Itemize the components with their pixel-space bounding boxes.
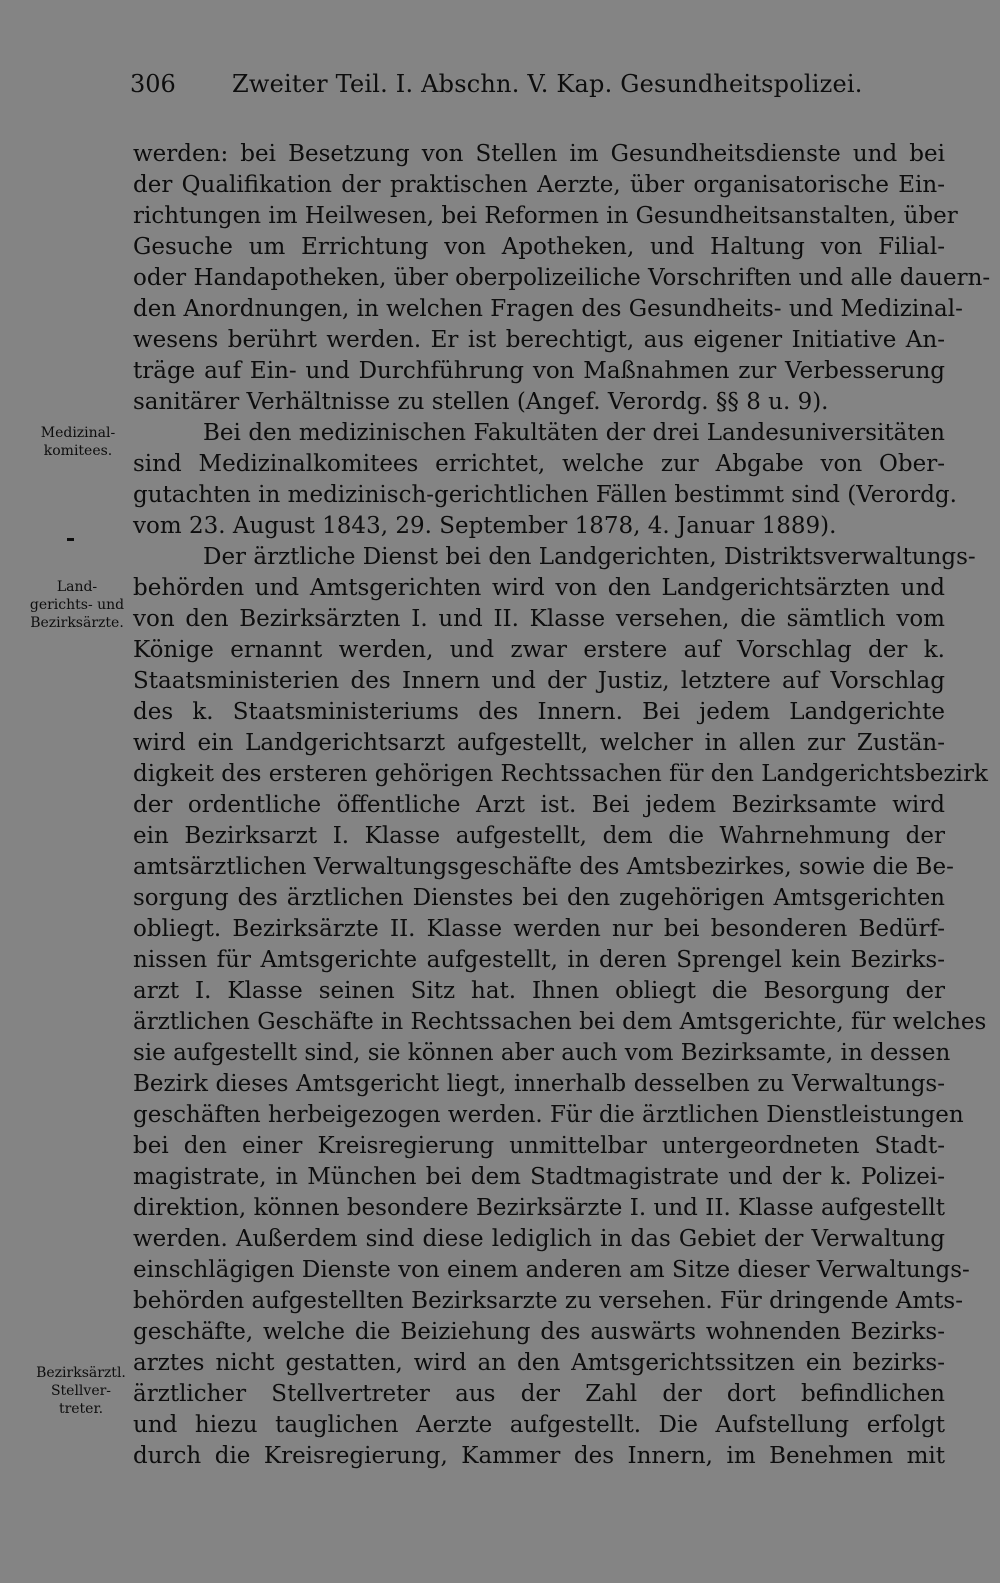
text-line: Könige ernannt werden, und zwar erstere auf Vorschlag der k. bbox=[133, 637, 945, 663]
text-line: Staatsministerien des Innern und der Justiz, letztere auf Vorschlag bbox=[133, 668, 945, 694]
margin-note-stellvertreter bbox=[26, 1364, 136, 1418]
text-line: behörden aufgestellten Bezirksarzte zu versehen. Für dringende Amts- bbox=[133, 1288, 963, 1314]
text-line: von den Bezirksärzten I. und II. Klasse versehen, die sämtlich vom bbox=[133, 606, 945, 632]
text-line: Bei den medizinischen Fakultäten der drei Landesuniversitäten bbox=[203, 420, 945, 446]
margin-note-line: gerichts- und bbox=[29, 597, 125, 613]
text-line: werden: bei Besetzung von Stellen im Gesundheitsdienste und bei bbox=[133, 141, 945, 167]
text-line: ärztlicher Stellvertreter aus der Zahl der dort befindlichen bbox=[133, 1381, 945, 1407]
text-line: träge auf Ein- und Durchführung von Maßnahmen zur Verbesserung bbox=[133, 358, 945, 384]
text-line: bei den einer Kreisregierung unmittelbar untergeordneten Stadt- bbox=[133, 1133, 945, 1159]
text-line: durch die Kreisregierung, Kammer des Innern, im Benehmen mit bbox=[133, 1443, 945, 1469]
text-line: digkeit des ersteren gehörigen Rechtssachen für den Landgerichtsbezirk bbox=[133, 761, 988, 787]
text-line: direktion, können besondere Bezirksärzte I. und II. Klasse aufgestellt bbox=[133, 1195, 945, 1221]
text-line: Gesuche um Errichtung von Apotheken, und Haltung von Filial- bbox=[133, 234, 945, 260]
running-title: Zweiter Teil. I. Abschn. V. Kap. Gesundheitspolizei. bbox=[232, 70, 863, 98]
text-line: und hiezu tauglichen Aerzte aufgestellt. Die Aufstellung erfolgt bbox=[133, 1412, 945, 1438]
text-line: ärztlichen Geschäfte in Rechtssachen bei dem Amtsgerichte, für welches bbox=[133, 1009, 987, 1035]
margin-note-medizinalkomitees bbox=[30, 424, 126, 460]
text-line: Bezirk dieses Amtsgericht liegt, innerhalb desselben zu Verwaltungs- bbox=[133, 1071, 945, 1097]
margin-note-line: Stellver- bbox=[50, 1383, 112, 1399]
text-line: obliegt. Bezirksärzte II. Klasse werden nur bei besonderen Bedürf- bbox=[133, 916, 945, 942]
text-line: werden. Außerdem sind diese lediglich in das Gebiet der Verwaltung bbox=[133, 1226, 945, 1252]
margin-note-landgerichtsaerzte bbox=[22, 578, 132, 632]
text-line: arztes nicht gestatten, wird an den Amtsgerichtssitzen ein bezirks- bbox=[133, 1350, 945, 1376]
text-line: vom 23. August 1843, 29. September 1878, 4. Januar 1889). bbox=[133, 513, 837, 539]
text-line: geschäften herbeigezogen werden. Für die ärztlichen Dienstleistungen bbox=[133, 1102, 964, 1128]
text-line: amtsärztlichen Verwaltungsgeschäfte des Amtsbezirkes, sowie die Be- bbox=[133, 854, 954, 880]
text-line: einschlägigen Dienste von einem anderen am Sitze dieser Verwaltungs- bbox=[133, 1257, 970, 1283]
text-line: Der ärztliche Dienst bei den Landgerichten, Distriktsverwaltungs- bbox=[203, 544, 976, 570]
margin-note-line: komitees. bbox=[43, 443, 113, 459]
text-line: der ordentliche öffentliche Arzt ist. Bei jedem Bezirksamte wird bbox=[133, 792, 945, 818]
text-line: arzt I. Klasse seinen Sitz hat. Ihnen obliegt die Besorgung der bbox=[133, 978, 945, 1004]
margin-dash bbox=[67, 538, 74, 541]
text-line: wesens berührt werden. Er ist berechtigt, aus eigener Initiative An- bbox=[133, 327, 945, 353]
margin-note-line: Land- bbox=[56, 579, 98, 595]
text-line: gutachten in medizinisch-gerichtlichen Fällen bestimmt sind (Verordg. bbox=[133, 482, 957, 508]
text-line: sanitärer Verhältnisse zu stellen (Angef. Verordg. §§ 8 u. 9). bbox=[133, 389, 829, 415]
text-line: sie aufgestellt sind, sie können aber auch vom Bezirksamte, in dessen bbox=[133, 1040, 951, 1066]
text-line: den Anordnungen, in welchen Fragen des Gesundheits- und Medizinal- bbox=[133, 296, 963, 322]
text-line: sind Medizinalkomitees errichtet, welche zur Abgabe von Ober- bbox=[133, 451, 945, 477]
margin-note-line: treter. bbox=[58, 1401, 104, 1417]
text-line: sorgung des ärztlichen Dienstes bei den zugehörigen Amtsgerichten bbox=[133, 885, 945, 911]
margin-note-line: Bezirksärzte. bbox=[30, 615, 124, 631]
text-line: nissen für Amtsgerichte aufgestellt, in deren Sprengel kein Bezirks- bbox=[133, 947, 945, 973]
text-line: wird ein Landgerichtsarzt aufgestellt, welcher in allen zur Zustän- bbox=[133, 730, 945, 756]
page-number: 306 bbox=[130, 70, 176, 98]
margin-note-line: Medizinal- bbox=[40, 425, 116, 441]
text-line: der Qualifikation der praktischen Aerzte, über organisatorische Ein- bbox=[133, 172, 945, 198]
text-line: richtungen im Heilwesen, bei Reformen in Gesundheitsanstalten, über bbox=[133, 203, 958, 229]
text-line: ein Bezirksarzt I. Klasse aufgestellt, dem die Wahrnehmung der bbox=[133, 823, 945, 849]
text-line: geschäfte, welche die Beiziehung des auswärts wohnenden Bezirks- bbox=[133, 1319, 945, 1345]
text-line: behörden und Amtsgerichten wird von den Landgerichtsärzten und bbox=[133, 575, 945, 601]
text-line: magistrate, in München bei dem Stadtmagistrate und der k. Polizei- bbox=[133, 1164, 945, 1190]
margin-note-line: Bezirksärztl. bbox=[36, 1365, 126, 1381]
body-text bbox=[133, 139, 991, 1472]
text-line: des k. Staatsministeriums des Innern. Bei jedem Landgerichte bbox=[133, 699, 945, 725]
running-header bbox=[130, 70, 863, 110]
text-line: oder Handapotheken, über oberpolizeiliche Vorschriften und alle dauern- bbox=[133, 265, 991, 291]
